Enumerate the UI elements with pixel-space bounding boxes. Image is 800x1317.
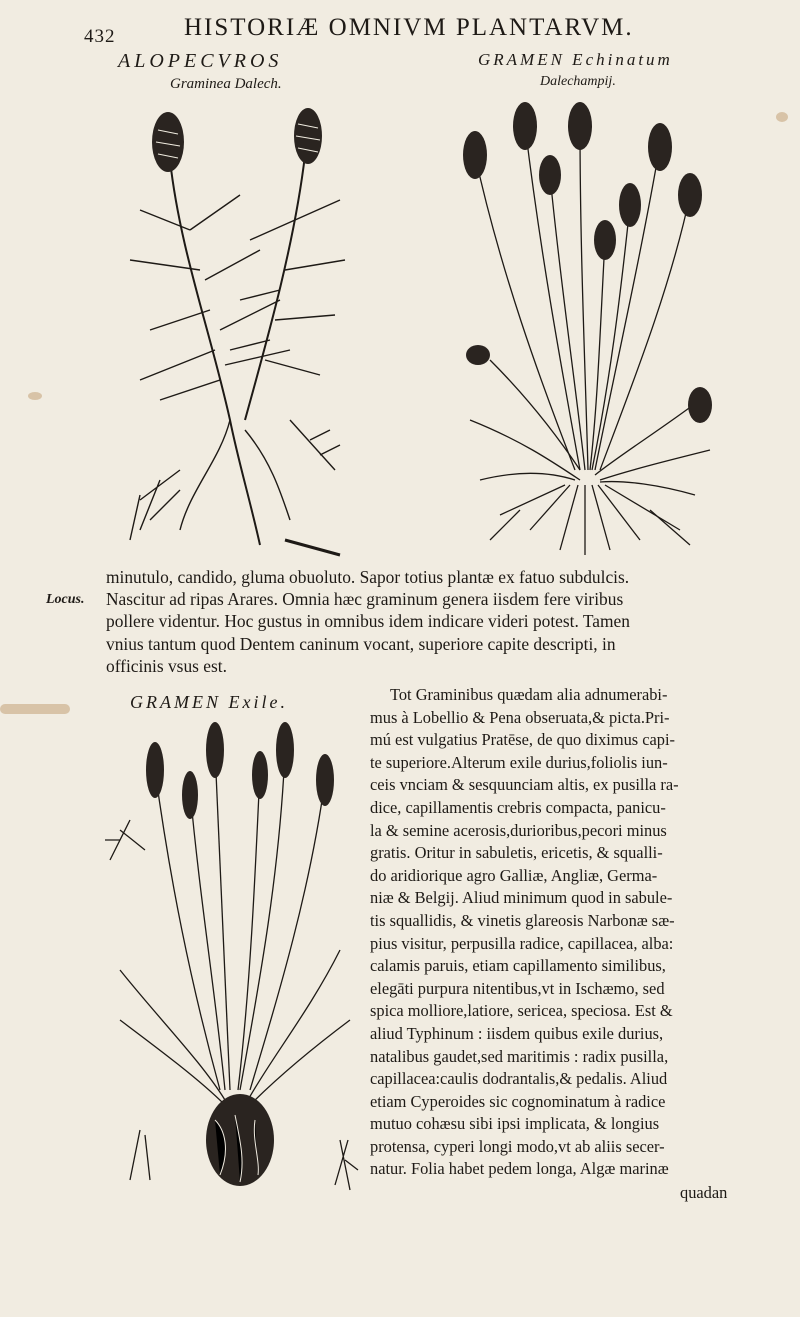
page-number: 432 xyxy=(84,26,116,47)
text-line: mutuo cohæsu sibi ipsi implicata, & longius xyxy=(370,1114,660,1134)
text-line: mú est vulgatius Pratēse, de quo diximus capi- xyxy=(370,730,675,750)
text-line: tis squallidis, & vinetis glareosis Narbonæ sæ- xyxy=(370,910,675,930)
text-line: aliud Typhinum : iisdem quibus exile durius, xyxy=(370,1023,664,1043)
plate-2-title: GRAMEN Echinatum xyxy=(478,50,673,69)
text-line: natalibus gaudet,sed maritimis : radix pusilla, xyxy=(370,1046,669,1066)
text-line: niæ & Belgij. Aliud minimum quod in sabule- xyxy=(370,888,673,908)
text-line: vnius tantum quod Dentem caninum vocant, superiore capite descripti, in xyxy=(106,633,616,654)
text-line: etiam Cyperoides sic cognominatum à radice xyxy=(370,1091,666,1111)
margin-note-locus: Locus. xyxy=(46,592,85,607)
text-line: Tot Graminibus quædam alia adnumerabi- xyxy=(390,685,668,704)
grass-plant-illustration xyxy=(120,100,360,560)
text-line: te superiore.Alterum exile durius,foliolis iun- xyxy=(370,752,668,772)
plate-2-subtitle: Dalechampij. xyxy=(540,74,616,89)
plate-1-subtitle: Graminea Dalech. xyxy=(170,76,282,92)
text-line: calamis paruis, etiam capillamento similibus, xyxy=(370,956,666,976)
catchword: quadan xyxy=(680,1183,728,1202)
text-line: mus à Lobellio & Pena obseruata,& picta.Pri- xyxy=(370,707,670,727)
text-line: capillacea:caulis dodrantalis,& pedalis. Aliud xyxy=(370,1069,668,1089)
paper-stain xyxy=(776,112,788,122)
paragraph-top xyxy=(106,566,630,677)
text-line: ceis vnciam & sesquunciam altis, ex pusilla ra- xyxy=(370,775,679,795)
text-line: pius visitur, perpusilla radice, capillacea, alba: xyxy=(370,933,674,953)
text-line: protensa, cyperi longi modo,vt ab aliis secer- xyxy=(370,1136,665,1156)
paper-stain xyxy=(0,704,70,714)
text-line: elegāti purpura nitentibus,vt in Ischæmo, sed xyxy=(370,978,665,998)
plate-1-title: ALOPECVROS xyxy=(118,50,283,72)
paragraph-right xyxy=(370,684,679,1181)
running-title: HISTORIÆ OMNIVM PLANTARVM. xyxy=(184,14,634,41)
paper-stain xyxy=(28,392,42,400)
tufted-grass-illustration xyxy=(450,100,730,560)
text-line: do aridiorique agro Galliæ, Angliæ, Germa- xyxy=(370,865,658,885)
text-line: la & semine acerosis,durioribus,pecori minus xyxy=(370,820,667,840)
text-line: gratis. Oritur in sabuletis, ericetis, & squalli- xyxy=(370,843,663,863)
text-line: Nascitur ad ripas Arares. Omnia hæc graminum genera iisdem fere viribus xyxy=(106,589,624,610)
text-line: officinis vsus est. xyxy=(106,655,227,676)
text-line: natur. Folia habet pedem longa, Algæ marinæ xyxy=(370,1159,669,1179)
plate-3-title: GRAMEN Exile. xyxy=(130,692,288,712)
text-line: pollere videntur. Hoc gustus in omnibus idem indicare videri potest. Tamen xyxy=(106,611,630,632)
slender-grass-illustration xyxy=(100,720,360,1200)
text-line: dice, capillamentis crebris compacta, panicu- xyxy=(370,797,666,817)
text-line: spica molliore,latiore, sericea, speciosa. Est & xyxy=(370,1001,673,1021)
text-line: minutulo, candido, gluma obuoluto. Sapor totius plantæ ex fatuo subdulcis. xyxy=(106,567,630,587)
